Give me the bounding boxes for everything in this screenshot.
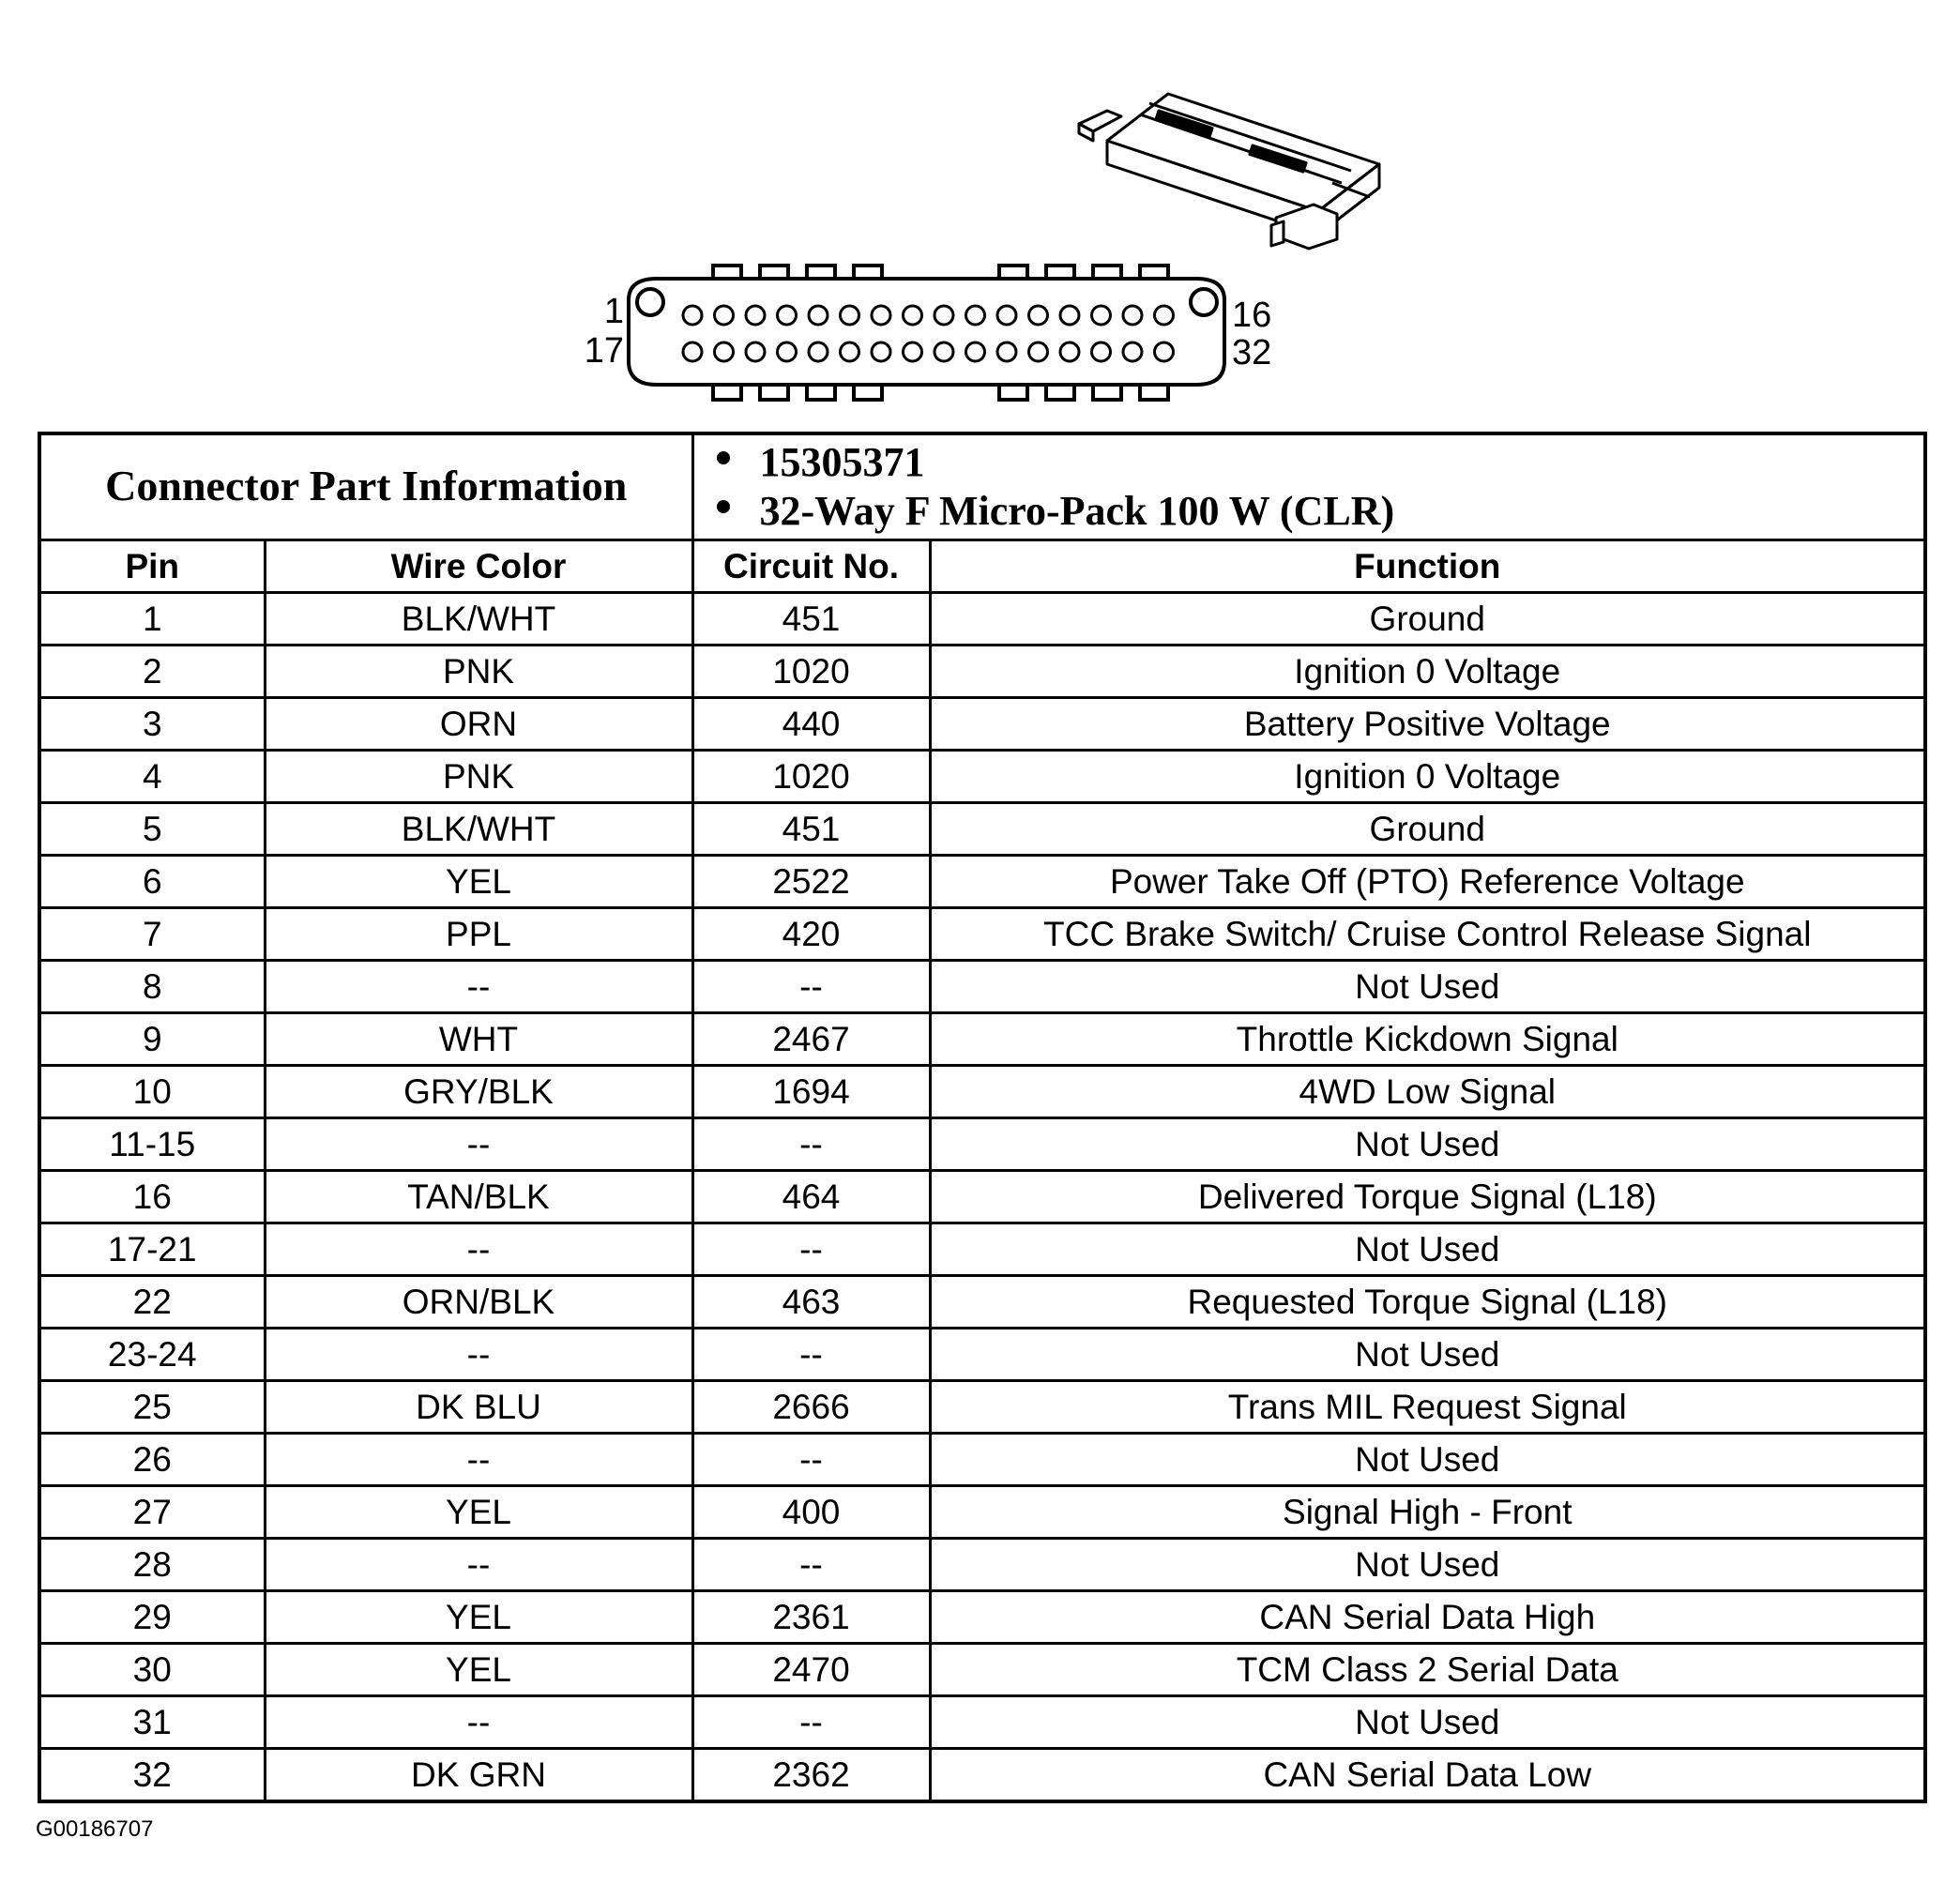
function-cell: Requested Torque Signal (L18) [930, 1276, 1925, 1329]
connector-diagram [0, 0, 1960, 432]
pin-hole [966, 342, 985, 361]
table-row [39, 1381, 1925, 1434]
wire-color-cell: -- [265, 1118, 692, 1171]
pin-hole [872, 342, 890, 361]
pin-hole [715, 342, 734, 361]
table-row [39, 646, 1925, 698]
wire-color-cell: TAN/BLK [265, 1171, 692, 1223]
pin-label-16: 16 [1232, 296, 1272, 335]
wire-color-cell: -- [265, 1329, 692, 1381]
wire-color-cell: YEL [265, 1591, 692, 1644]
function-cell: TCC Brake Switch/ Cruise Control Release Signal [930, 908, 1925, 961]
pin-cell: 31 [39, 1696, 265, 1749]
connector-part-info-cell [39, 433, 692, 540]
pin-hole [841, 306, 859, 325]
wire-color-cell: -- [265, 1434, 692, 1486]
circuit-no-cell: 1020 [692, 751, 930, 803]
pin-holes [683, 306, 1174, 361]
part-description: 32-Way F Micro-Pack 100 W (CLR) [759, 488, 1395, 534]
wire-color-cell: YEL [265, 1644, 692, 1696]
pin-hole [1092, 306, 1111, 325]
figure-id: G00186707 [36, 1816, 154, 1842]
function-cell: Trans MIL Request Signal [930, 1381, 1925, 1434]
pin-hole [997, 342, 1016, 361]
table-row [39, 1486, 1925, 1539]
wire-color-cell: DK BLU [265, 1381, 692, 1434]
pin-hole [778, 306, 797, 325]
circuit-no-cell: -- [692, 961, 930, 1013]
pin-hole [1029, 306, 1048, 325]
pin-hole [934, 342, 953, 361]
circuit-no-cell: -- [692, 1118, 930, 1171]
pin-cell: 2 [39, 646, 265, 698]
function-cell: Throttle Kickdown Signal [930, 1013, 1925, 1066]
wire-color-cell: YEL [265, 856, 692, 908]
circuit-no-cell: 420 [692, 908, 930, 961]
pin-hole [1123, 306, 1142, 325]
function-cell: 4WD Low Signal [930, 1066, 1925, 1118]
table-row [39, 751, 1925, 803]
function-cell: Delivered Torque Signal (L18) [930, 1171, 1925, 1223]
header-circuit-no: Circuit No. [692, 540, 930, 593]
pin-cell: 5 [39, 803, 265, 856]
function-cell: Not Used [930, 1696, 1925, 1749]
circuit-no-cell: 400 [692, 1486, 930, 1539]
function-cell: CAN Serial Data High [930, 1591, 1925, 1644]
wire-color-cell: PNK [265, 751, 692, 803]
wire-color-cell: ORN/BLK [265, 1276, 692, 1329]
pin-cell: 25 [39, 1381, 265, 1434]
connector-part-info-list [692, 433, 1925, 540]
pin-cell: 10 [39, 1066, 265, 1118]
function-cell: Not Used [930, 1118, 1925, 1171]
table-row [39, 593, 1925, 646]
pin-label-17: 17 [584, 331, 624, 371]
circuit-no-cell: 451 [692, 803, 930, 856]
function-cell: Not Used [930, 1223, 1925, 1276]
pin-cell: 27 [39, 1486, 265, 1539]
pin-hole [1092, 342, 1111, 361]
bullet-icon [717, 451, 730, 464]
function-cell: Not Used [930, 961, 1925, 1013]
pin-hole [746, 342, 765, 361]
pin-cell: 7 [39, 908, 265, 961]
pin-hole [1123, 342, 1142, 361]
wire-color-cell: -- [265, 1696, 692, 1749]
pin-hole [809, 342, 828, 361]
pin-cell: 9 [39, 1013, 265, 1066]
pin-hole [1029, 342, 1048, 361]
table-row [39, 1329, 1925, 1381]
table-row [39, 961, 1925, 1013]
pin-hole [746, 306, 765, 325]
table-row [39, 698, 1925, 751]
table-row [39, 1276, 1925, 1329]
wire-color-cell: GRY/BLK [265, 1066, 692, 1118]
pin-cell: 11-15 [39, 1118, 265, 1171]
pin-cell: 26 [39, 1434, 265, 1486]
part-number: 15305371 [759, 439, 925, 485]
pin-hole [778, 342, 797, 361]
connector-3d-illustration [1079, 94, 1379, 249]
table-row [39, 1696, 1925, 1749]
circuit-no-cell: 464 [692, 1171, 930, 1223]
wire-color-cell: BLK/WHT [265, 803, 692, 856]
pin-hole [872, 306, 890, 325]
pin-hole [683, 306, 702, 325]
pin-cell: 32 [39, 1749, 265, 1802]
table-row [39, 1539, 1925, 1591]
table-row [39, 1171, 1925, 1223]
function-cell: Ground [930, 803, 1925, 856]
table-row [39, 1644, 1925, 1696]
pin-cell: 4 [39, 751, 265, 803]
circuit-no-cell: 463 [692, 1276, 930, 1329]
header-wire-color: Wire Color [265, 540, 692, 593]
pin-cell: 29 [39, 1591, 265, 1644]
circuit-no-cell: -- [692, 1434, 930, 1486]
wire-color-cell: -- [265, 1223, 692, 1276]
function-cell: Not Used [930, 1434, 1925, 1486]
pin-hole [997, 306, 1016, 325]
pin-hole [966, 306, 985, 325]
pin-cell: 28 [39, 1539, 265, 1591]
pin-hole [904, 306, 922, 325]
pin-hole [715, 306, 734, 325]
pin-cell: 16 [39, 1171, 265, 1223]
pin-cell: 22 [39, 1276, 265, 1329]
circuit-no-cell: 2522 [692, 856, 930, 908]
connector-face [629, 266, 1224, 400]
table-row [39, 1749, 1925, 1802]
connector-part-info-row [39, 433, 1925, 540]
pin-cell: 8 [39, 961, 265, 1013]
wire-color-cell: -- [265, 1539, 692, 1591]
pin-cell: 30 [39, 1644, 265, 1696]
circuit-no-cell: -- [692, 1539, 930, 1591]
pin-cell: 17-21 [39, 1223, 265, 1276]
wire-color-cell: -- [265, 961, 692, 1013]
table-row [39, 908, 1925, 961]
header-pin: Pin [39, 540, 265, 593]
pin-hole [1155, 342, 1174, 361]
pin-hole [904, 342, 922, 361]
function-cell: Ignition 0 Voltage [930, 646, 1925, 698]
circuit-no-cell: 451 [692, 593, 930, 646]
table-row [39, 1434, 1925, 1486]
pin-hole [1155, 306, 1174, 325]
connector-pinout-table [38, 432, 1927, 1803]
table-row [39, 1013, 1925, 1066]
pin-label-1: 1 [603, 292, 624, 331]
function-cell: Battery Positive Voltage [930, 698, 1925, 751]
wire-color-cell: DK GRN [265, 1749, 692, 1802]
function-cell: Not Used [930, 1329, 1925, 1381]
circuit-no-cell: 2362 [692, 1749, 930, 1802]
circuit-no-cell: 2361 [692, 1591, 930, 1644]
table-row [39, 1118, 1925, 1171]
pin-hole [1060, 342, 1079, 361]
header-function: Function [930, 540, 1925, 593]
pin-hole [841, 342, 859, 361]
circuit-no-cell: 1694 [692, 1066, 930, 1118]
table-row [39, 803, 1925, 856]
pin-cell: 1 [39, 593, 265, 646]
bullet-icon [717, 500, 730, 513]
wire-color-cell: PNK [265, 646, 692, 698]
pin-label-32: 32 [1232, 333, 1272, 372]
function-cell: TCM Class 2 Serial Data [930, 1644, 1925, 1696]
circuit-no-cell: 2470 [692, 1644, 930, 1696]
pin-cell: 3 [39, 698, 265, 751]
pin-hole [809, 306, 828, 325]
wire-color-cell: ORN [265, 698, 692, 751]
circuit-no-cell: 2666 [692, 1381, 930, 1434]
circuit-no-cell: 2467 [692, 1013, 930, 1066]
wire-color-cell: YEL [265, 1486, 692, 1539]
function-cell: Power Take Off (PTO) Reference Voltage [930, 856, 1925, 908]
circuit-no-cell: -- [692, 1696, 930, 1749]
function-cell: CAN Serial Data Low [930, 1749, 1925, 1802]
part-number-item [760, 438, 1924, 487]
pin-hole [934, 306, 953, 325]
wire-color-cell: WHT [265, 1013, 692, 1066]
part-description-item [760, 487, 1924, 536]
circuit-no-cell: 1020 [692, 646, 930, 698]
pin-hole [683, 342, 702, 361]
wire-color-cell: PPL [265, 908, 692, 961]
connector-part-info-title: Connector Part Information [105, 461, 628, 509]
table-row [39, 1223, 1925, 1276]
circuit-no-cell: -- [692, 1223, 930, 1276]
table-row [39, 856, 1925, 908]
pin-hole [1060, 306, 1079, 325]
circuit-no-cell: 440 [692, 698, 930, 751]
table-row [39, 1591, 1925, 1644]
function-cell: Signal High - Front [930, 1486, 1925, 1539]
function-cell: Ground [930, 593, 1925, 646]
function-cell: Not Used [930, 1539, 1925, 1591]
pin-cell: 23-24 [39, 1329, 265, 1381]
circuit-no-cell: -- [692, 1329, 930, 1381]
pin-cell: 6 [39, 856, 265, 908]
wire-color-cell: BLK/WHT [265, 593, 692, 646]
table-row [39, 1066, 1925, 1118]
function-cell: Ignition 0 Voltage [930, 751, 1925, 803]
table-header-row [39, 540, 1925, 593]
